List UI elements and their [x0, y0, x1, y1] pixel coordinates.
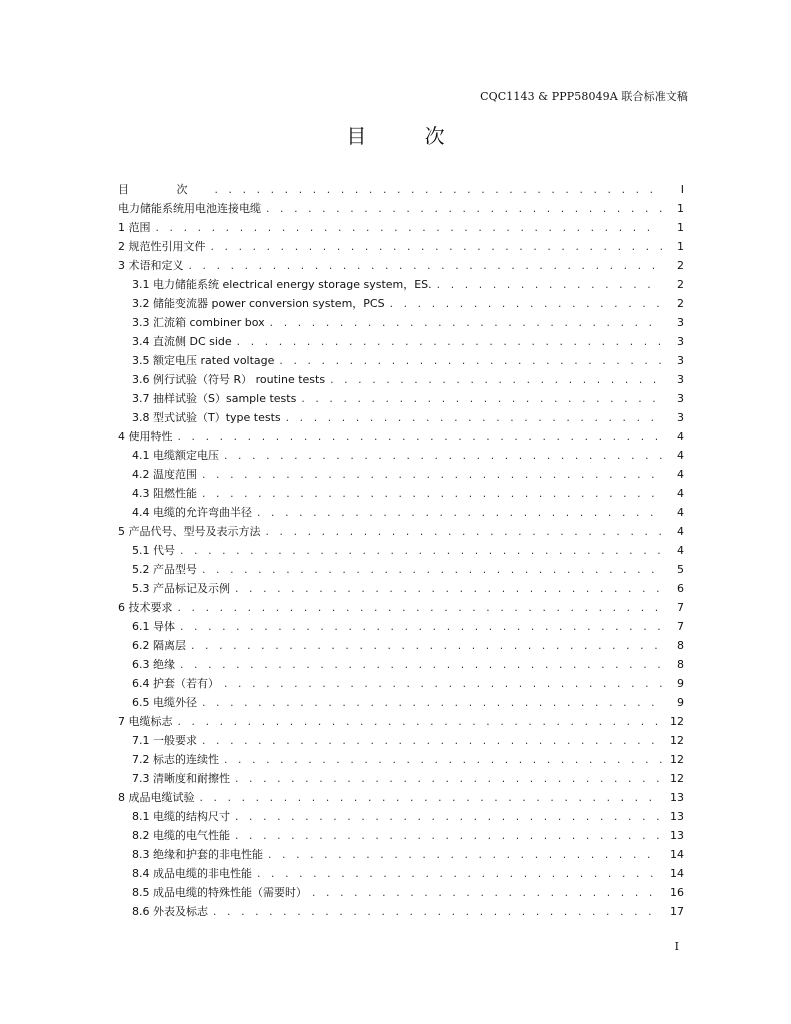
- toc-entry-page: 3: [677, 373, 684, 386]
- toc-entry[interactable]: [118, 598, 684, 617]
- toc-entry-label: 5.2 产品型号: [132, 563, 197, 576]
- toc-leader-dots: [223, 676, 662, 695]
- toc-entry[interactable]: [118, 769, 684, 788]
- toc-leader-dots: [179, 657, 662, 676]
- toc-entry-page: 9: [677, 696, 684, 709]
- toc-entry-label: 6.3 绝缘: [132, 658, 175, 671]
- toc-entry[interactable]: [118, 332, 684, 351]
- toc-entry-label: 8 成品电缆试验: [118, 791, 195, 804]
- toc-entry-page: 4: [677, 506, 684, 519]
- toc-leader-dots: [265, 524, 663, 543]
- toc-entry[interactable]: [118, 655, 684, 674]
- toc-entry-label: 3.8 型式试验（T）type tests: [132, 411, 281, 424]
- toc-entry-page: 7: [677, 620, 684, 633]
- toc-entry-page: 13: [670, 810, 684, 823]
- toc-entry[interactable]: [118, 560, 684, 579]
- toc-leader-dots: [155, 220, 663, 239]
- toc-entry[interactable]: [118, 541, 684, 560]
- toc-leader-dots: [214, 182, 663, 201]
- toc-entry-label: 8.6 外表及标志: [132, 905, 208, 918]
- toc-entry-page: 8: [677, 639, 684, 652]
- toc-entry-label: 3.5 额定电压 rated voltage: [132, 354, 275, 367]
- toc-entry-page: 12: [670, 715, 684, 728]
- toc-entry[interactable]: [118, 883, 684, 902]
- toc-leader-dots: [236, 334, 662, 353]
- toc-entry-label: 6 技术要求: [118, 601, 173, 614]
- toc-entry-page: 12: [670, 753, 684, 766]
- toc-entry[interactable]: [118, 427, 684, 446]
- toc-entry-page: 4: [677, 487, 684, 500]
- toc-entry[interactable]: [118, 503, 684, 522]
- toc-entry-page: 4: [677, 449, 684, 462]
- toc-entry-label: 4.1 电缆额定电压: [132, 449, 219, 462]
- toc-entry[interactable]: [118, 218, 684, 237]
- toc-entry-label: 8.5 成品电缆的特殊性能（需要时）: [132, 886, 307, 899]
- toc-entry-page: 14: [670, 867, 684, 880]
- toc-entry-label: 3.6 例行试验（符号 R） routine tests: [132, 373, 326, 386]
- toc-entry-page: 12: [670, 734, 684, 747]
- toc-leader-dots: [278, 353, 662, 372]
- toc-entry-label: 4.4 电缆的允许弯曲半径: [132, 506, 252, 519]
- toc-entry[interactable]: [118, 465, 684, 484]
- toc-entry-page: 2: [677, 259, 684, 272]
- toc-entry-page: 3: [677, 411, 684, 424]
- toc-entry[interactable]: [118, 275, 684, 294]
- page-number: I: [674, 940, 679, 953]
- toc-entry[interactable]: [118, 484, 684, 503]
- table-of-contents: [118, 180, 684, 921]
- toc-entry[interactable]: [118, 731, 684, 750]
- toc-leader-dots: [177, 600, 663, 619]
- toc-entry-page: 16: [670, 886, 684, 899]
- toc-entry[interactable]: [118, 408, 684, 427]
- toc-entry[interactable]: [118, 370, 684, 389]
- toc-leader-dots: [177, 714, 663, 733]
- toc-entry-label: 3.3 汇流箱 combiner box: [132, 316, 265, 329]
- toc-entry-label: 7.3 清晰度和耐擦性: [132, 772, 230, 785]
- toc-entry-label: 5 产品代号、型号及表示方法: [118, 525, 261, 538]
- toc-entry-page: 7: [677, 601, 684, 614]
- toc-leader-dots: [234, 828, 662, 847]
- toc-entry[interactable]: [118, 199, 684, 218]
- toc-entry-page: I: [680, 183, 684, 196]
- toc-entry-page: 12: [670, 772, 684, 785]
- toc-entry[interactable]: [118, 237, 684, 256]
- toc-entry-label: 6.5 电缆外径: [132, 696, 197, 709]
- toc-entry-page: 4: [677, 430, 684, 443]
- toc-leader-dots: [436, 277, 662, 296]
- toc-leader-dots: [177, 429, 663, 448]
- toc-entry-label: 6.2 隔离层: [132, 639, 186, 652]
- toc-entry-page: 17: [670, 905, 684, 918]
- toc-leader-dots: [265, 201, 662, 220]
- toc-entry-page: 3: [677, 335, 684, 348]
- toc-entry[interactable]: [118, 313, 684, 332]
- toc-leader-dots: [210, 239, 663, 258]
- toc-entry-page: 3: [677, 392, 684, 405]
- toc-entry[interactable]: [118, 902, 684, 921]
- page-title: 目 次: [346, 124, 471, 148]
- toc-leader-dots: [201, 695, 662, 714]
- toc-leader-dots: [179, 619, 662, 638]
- toc-entry-page: 14: [670, 848, 684, 861]
- toc-entry[interactable]: [118, 446, 684, 465]
- toc-entry[interactable]: [118, 617, 684, 636]
- toc-entry[interactable]: [118, 636, 684, 655]
- toc-entry-label: 7 电缆标志: [118, 715, 173, 728]
- toc-entry[interactable]: [118, 750, 684, 769]
- toc-entry-label: 4.2 温度范围: [132, 468, 197, 481]
- toc-leader-dots: [223, 448, 662, 467]
- toc-entry-page: 1: [677, 240, 684, 253]
- toc-entry[interactable]: [118, 351, 684, 370]
- toc-entry[interactable]: [118, 788, 684, 807]
- toc-entry-label: 3.4 直流侧 DC side: [132, 335, 232, 348]
- toc-entry-label: 6.4 护套（若有）: [132, 677, 219, 690]
- toc-entry[interactable]: [118, 180, 684, 199]
- toc-entry-page: 1: [677, 221, 684, 234]
- toc-entry-page: 2: [677, 278, 684, 291]
- toc-entry-label: 电力储能系统用电池连接电缆: [118, 202, 261, 215]
- toc-entry-label: 3.2 储能变流器 power conversion system，PCS: [132, 297, 385, 310]
- toc-entry[interactable]: [118, 522, 684, 541]
- toc-leader-dots: [201, 733, 662, 752]
- toc-entry-page: 13: [670, 829, 684, 842]
- toc-entry[interactable]: [118, 845, 684, 864]
- toc-leader-dots: [234, 771, 662, 790]
- toc-entry-label: 8.4 成品电缆的非电性能: [132, 867, 252, 880]
- toc-entry[interactable]: [118, 294, 684, 313]
- toc-leader-dots: [199, 790, 663, 809]
- toc-entry-label: 3.1 电力储能系统 electrical energy storage system，ES.: [132, 278, 432, 291]
- toc-entry-page: 13: [670, 791, 684, 804]
- toc-leader-dots: [190, 638, 662, 657]
- toc-leader-dots: [212, 904, 662, 923]
- toc-entry[interactable]: [118, 826, 684, 845]
- toc-entry[interactable]: [118, 674, 684, 693]
- toc-leader-dots: [311, 885, 662, 904]
- toc-leader-dots: [389, 296, 662, 315]
- toc-entry-label: 3 术语和定义: [118, 259, 184, 272]
- toc-entry-page: 4: [677, 468, 684, 481]
- toc-entry-page: 2: [677, 297, 684, 310]
- toc-entry-label: 1 范围: [118, 221, 151, 234]
- toc-entry-label: 4 使用特性: [118, 430, 173, 443]
- toc-leader-dots: [201, 467, 662, 486]
- toc-leader-dots: [269, 315, 662, 334]
- toc-leader-dots: [256, 505, 662, 524]
- toc-leader-dots: [201, 486, 662, 505]
- toc-entry[interactable]: [118, 256, 684, 275]
- toc-entry-label: 5.1 代号: [132, 544, 175, 557]
- toc-entry[interactable]: [118, 389, 684, 408]
- document-id-header: CQC1143 & PPP58049A 联合标准文稿: [480, 90, 688, 103]
- toc-leader-dots: [179, 543, 662, 562]
- toc-entry-label: 3.7 抽样试验（S）sample tests: [132, 392, 297, 405]
- toc-leader-dots: [300, 391, 662, 410]
- toc-entry[interactable]: [118, 807, 684, 826]
- toc-entry[interactable]: [118, 579, 684, 598]
- toc-leader-dots: [234, 581, 662, 600]
- toc-entry-page: 9: [677, 677, 684, 690]
- toc-entry-label: 7.2 标志的连续性: [132, 753, 219, 766]
- toc-entry-label: 5.3 产品标记及示例: [132, 582, 230, 595]
- toc-entry-page: 8: [677, 658, 684, 671]
- toc-leader-dots: [201, 562, 662, 581]
- toc-entry[interactable]: [118, 693, 684, 712]
- toc-entry-label: 目 次: [118, 183, 210, 196]
- toc-entry[interactable]: [118, 712, 684, 731]
- toc-leader-dots: [267, 847, 662, 866]
- toc-leader-dots: [234, 809, 662, 828]
- toc-leader-dots: [285, 410, 662, 429]
- toc-entry[interactable]: [118, 864, 684, 883]
- toc-entry-page: 3: [677, 316, 684, 329]
- toc-entry-page: 1: [677, 202, 684, 215]
- toc-leader-dots: [223, 752, 662, 771]
- toc-entry-page: 6: [677, 582, 684, 595]
- toc-entry-label: 8.1 电缆的结构尺寸: [132, 810, 230, 823]
- toc-entry-page: 3: [677, 354, 684, 367]
- toc-entry-label: 6.1 导体: [132, 620, 175, 633]
- toc-entry-page: 4: [677, 525, 684, 538]
- toc-entry-page: 5: [677, 563, 684, 576]
- toc-leader-dots: [329, 372, 662, 391]
- toc-entry-label: 8.3 绝缘和护套的非电性能: [132, 848, 263, 861]
- toc-entry-label: 2 规范性引用文件: [118, 240, 206, 253]
- toc-leader-dots: [256, 866, 662, 885]
- toc-entry-label: 8.2 电缆的电气性能: [132, 829, 230, 842]
- toc-entry-page: 4: [677, 544, 684, 557]
- toc-entry-label: 4.3 阻燃性能: [132, 487, 197, 500]
- toc-entry-label: 7.1 一般要求: [132, 734, 197, 747]
